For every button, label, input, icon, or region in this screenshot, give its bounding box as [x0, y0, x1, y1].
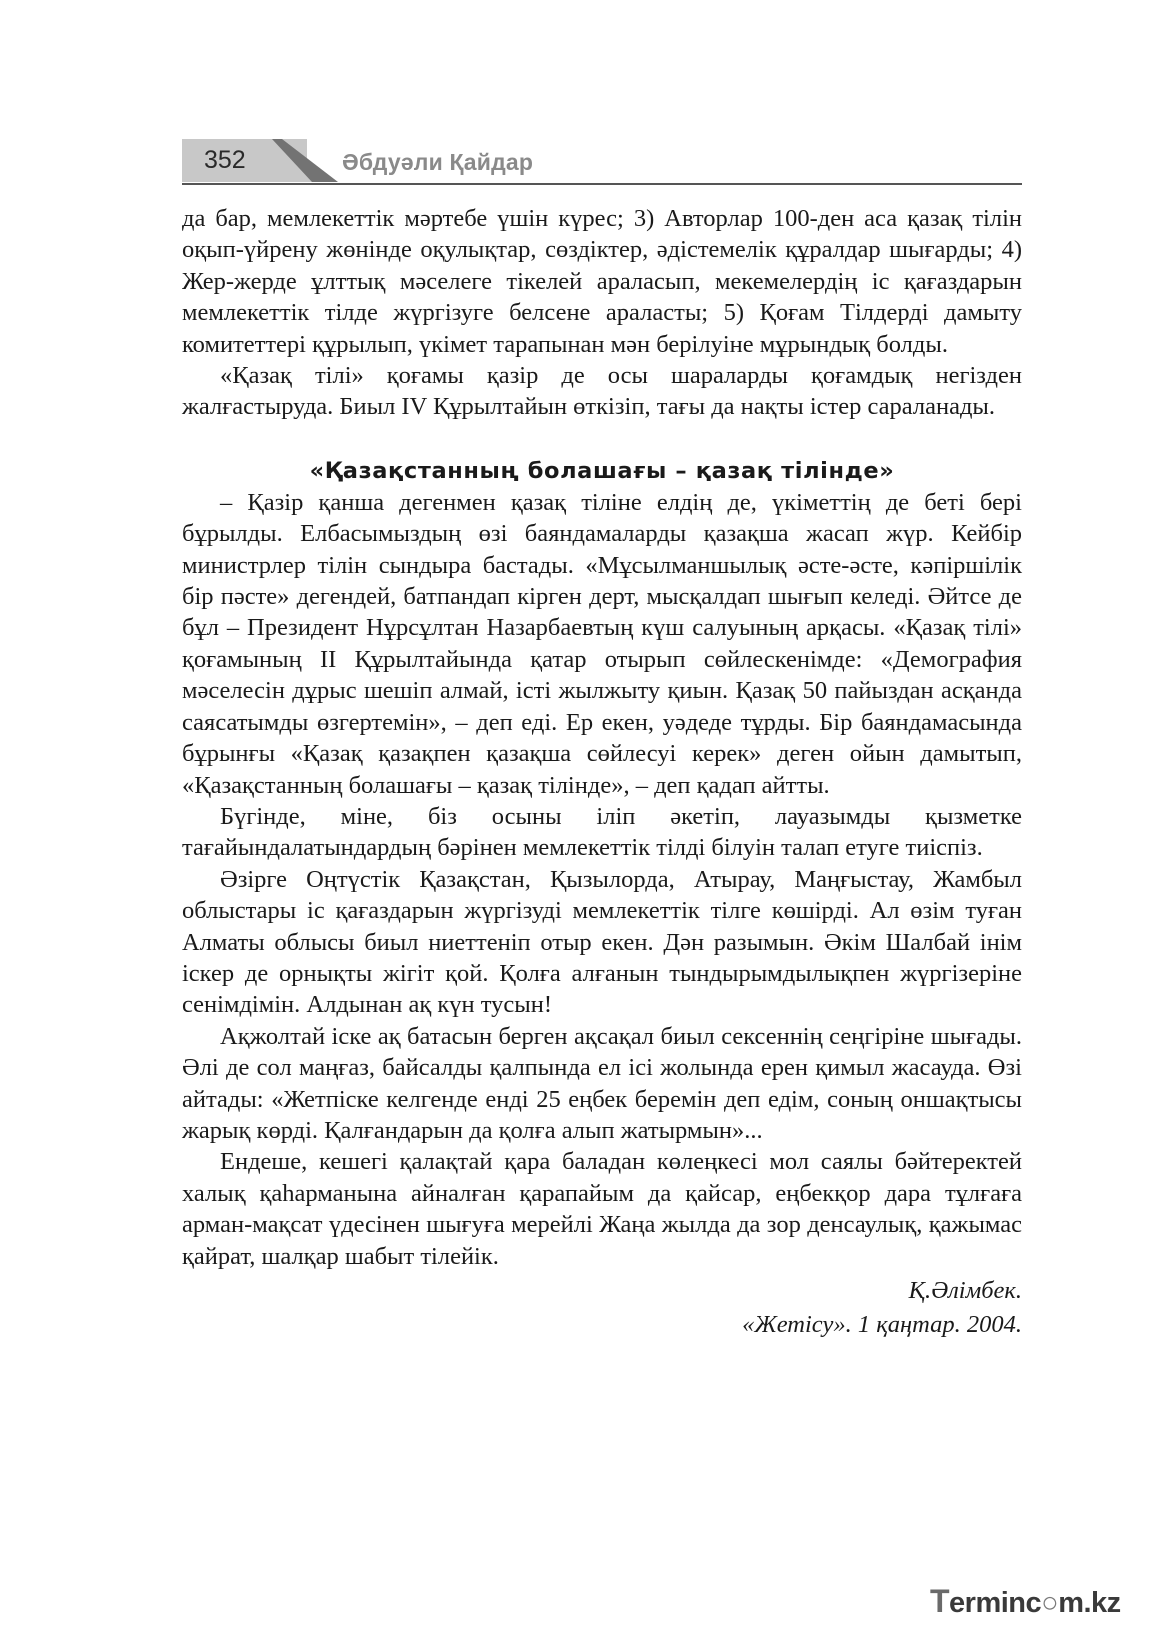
body-paragraph: Ақжолтай іске ақ батасын берген ақсақал биыл сексеннің сеңгіріне шығады. Әлі де сол маңғаз, байсалды қалпында ел ісі жолында ерен қимыл жасауда. Өзі айтады: «Жетпіске келгенде енді 25 еңбек беремін деп едім, соның оншақтысы жарық көрді. Қалғандарын да қолға алып жатырмын»... [182, 1022, 1022, 1144]
page-number: 352 [182, 139, 307, 182]
body-paragraph: Ендеше, кешегі қалақтай қара баладан көлеңкесі мол саялы бәйтеректей халық қаһарманына айналған қарапайым да қайсар, еңбекқор дара тұлғаға арман-мақсат үдесінен шығуға мерейлі Жаңа жылда да зор денсаулық, қажымас қайрат, шалқар шабыт тілейік. [182, 1148, 1022, 1270]
body-paragraph: – Қазір қанша дегенмен қазақ тіліне елдің де, үкіметтің де беті бері бұрылды. Елбасымыздың өзі баяндамаларды қазақша жасап жүр. Кейбір министрлер тілін сындыра бастады. «Мұсылманшылық әсте-әсте, кәпіршілік бір пәсте» дегендей, батпандап кірген дерт, мысқалдап шығып келеді. Әйтсе де бұл – Президент Нұрсұлтан Назарбаевтың күш салуының арқасы. «Қазақ тілі» қоғамының ІІ Құрылтайында қатар отырып сөйлескенімде: «Демография мәселесін дұрыс шешіп алмай, істі жылжыту қиын. Қазақ 50 пайыздан асқанда саясатымды өзгертемін», – деп еді. Ер екен, уәдеде тұрды. Бір баяндамасында бұрынғы «Қазақ қазақпен қазақша сөйлесуі керек» деген ойын дамытып, «Қазақстанның болашағы – қазақ тілінде», – деп қадап айтты. [182, 488, 1022, 799]
body-paragraph: Әзірге Оңтүстік Қазақстан, Қызылорда, Атырау, Маңғыстау, Жамбыл облыстары іс қағаздарын жүргізуді мемлекеттік тілге көшірді. Ал өзім туған Алматы облысы биыл ниеттеніп отыр екен. Дән разымын. Әкім Шалбай інім іскер де орнықты жігіт қой. Қолға алғанын тындырымдылықпен жүргізеріне сенімдімін. Алдынан ақ күн тусын! [182, 865, 1022, 1019]
signature-author: Қ.Әлімбек. [908, 1277, 1022, 1304]
body-paragraph: «Қазақ тілі» қоғамы қазір де осы шараларды қоғамдық негізден жалғастыруда. Биыл IV Құрылтайын өткізіп, тағы да нақты істер сараланады. [182, 362, 1022, 421]
page-content [182, 203, 1022, 1342]
signature-block [182, 1274, 1022, 1342]
body-paragraph: да бар, мемлекеттік мәртебе үшін күрес; 3) Авторлар 100-ден аса қазақ тілін оқып-үйрену жөнінде оқулықтар, сөздіктер, әдістемелік құралдар шығарды; 4) Жер-жерде ұлттық мәселеге тікелей араласып, мекемелердің іс қағаздарын мемлекеттік тілде жүргізуге белсене араласты; 5) Қоғам Тілдерді дамыту комитеттері құрылып, үкімет тарапынан мән берілуіне мұрындық болды. [182, 205, 1022, 358]
page-header [182, 139, 1022, 186]
header-wedge-decoration [272, 139, 342, 183]
section-heading: «Қазақстанның болашағы – қазақ тілінде» [309, 457, 895, 484]
body-paragraph: Бүгінде, міне, біз осыны іліп әкетіп, лауазымды қызметке тағайындалатындардың бәрінен мемлекеттік тілді білуін талап етуге тиіспіз. [182, 802, 1022, 862]
signature-source: «Жетісу». 1 қаңтар. 2004. [742, 1311, 1022, 1338]
site-watermark-logo: Terminc○m.kz [930, 1583, 1121, 1619]
running-head-author: Әбдуәли Қайдар [342, 149, 534, 175]
header-rule [182, 183, 1022, 185]
